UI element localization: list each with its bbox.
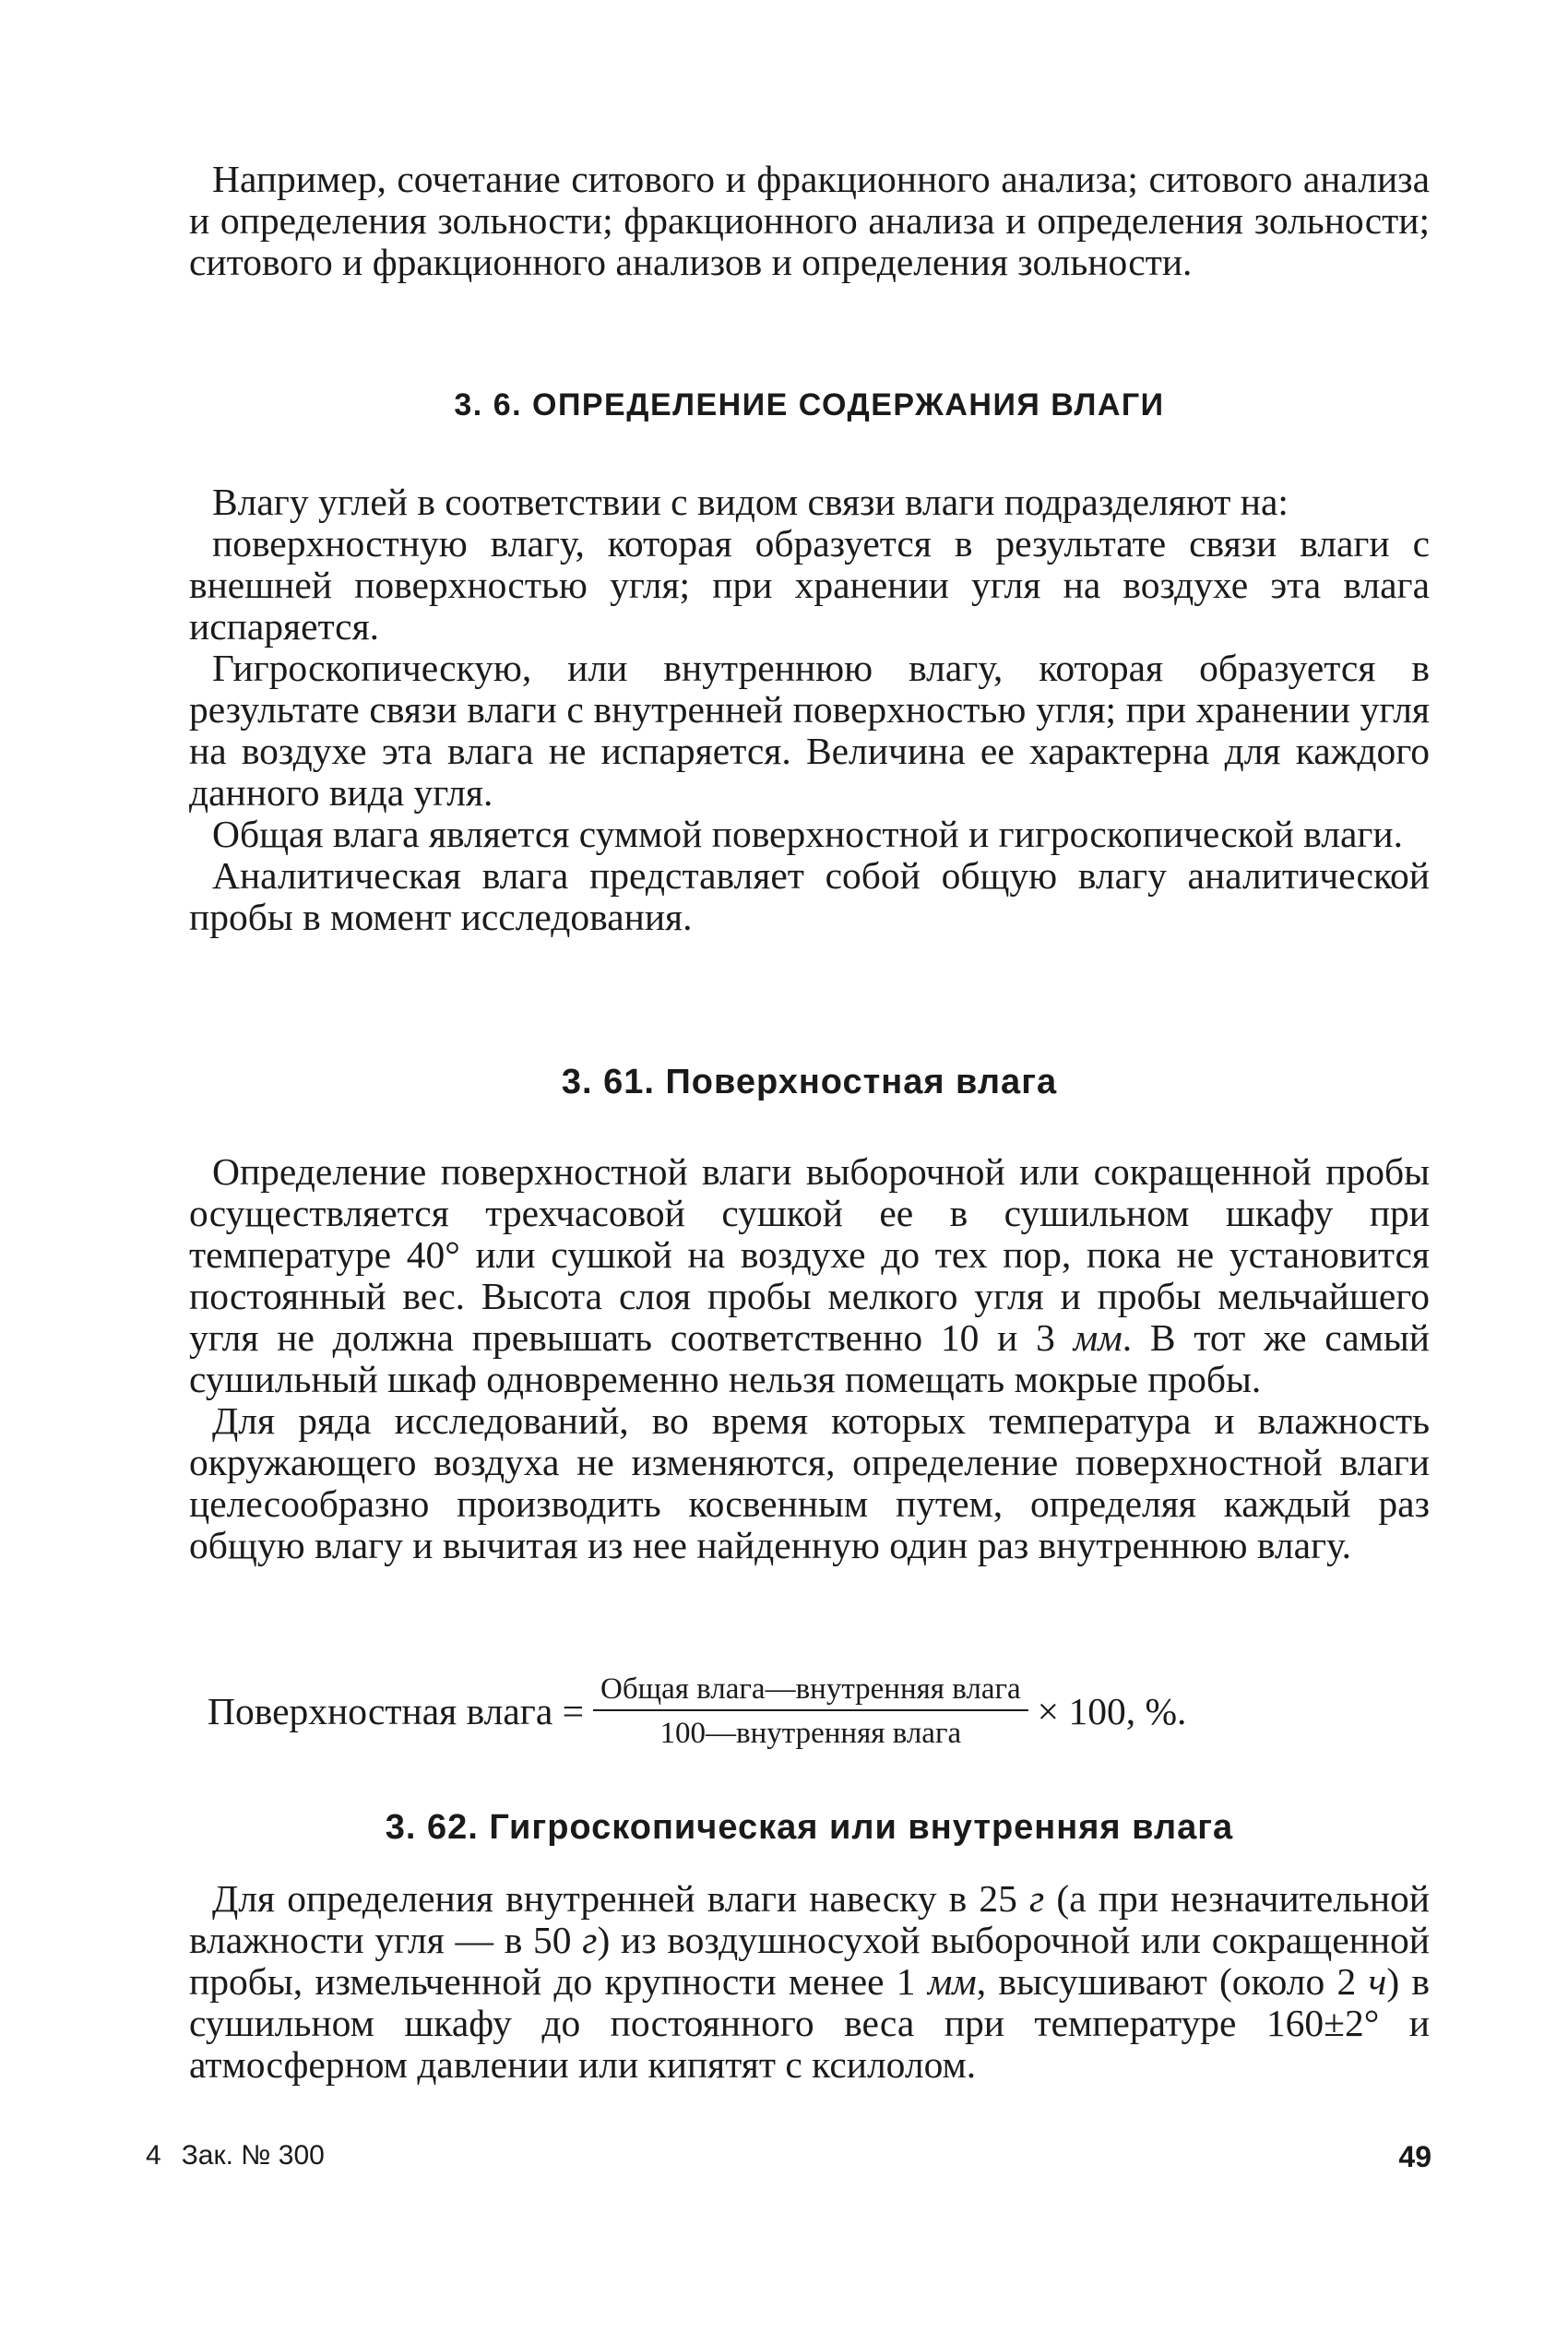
- paragraph: Гигроскопическую, или внутреннюю влагу, которая образуется в результате связи влаги с внутренней поверхностью угля; при хранении угля на воздухе эта влага не испаряется. Величина ее характерна для каждого данного вида угля.: [189, 647, 1430, 814]
- printer-imprint: [146, 2140, 325, 2171]
- paragraph: Для ряда исследований, во время которых температура и влажность окружающего воздуха не изменяются, определение поверхностной влаги целесообразно производить косвенным путем, определяя каждый раз общую влагу и вычитая из нее найденную один раз внутреннюю влагу.: [189, 1399, 1430, 1566]
- paragraph: Влагу углей в соответствии с видом связи влаги подразделяют на:: [212, 481, 1289, 523]
- text-run: ) из воздушносухой выборочной или сокращенной пробы, измельченной до крупности менее 1: [189, 1919, 1430, 2003]
- text-run: . В тот же самый сушильный шкаф одновременно нельзя помещать мокрые пробы.: [189, 1316, 1430, 1400]
- paragraph: поверхностную влагу, которая образуется в результате связи влаги с внешней поверхностью угля; при хранении угля на воздухе эта влага испаряется.: [189, 522, 1430, 648]
- order-number: Зак. № 300: [181, 2140, 325, 2171]
- section-3-61-body: [189, 1151, 1430, 1566]
- intro-block: [189, 159, 1430, 283]
- unit-mm: мм: [927, 1960, 977, 2003]
- formula-denominator: 100—внутренняя влага: [659, 1717, 962, 1750]
- text-run: Определение поверхностной влаги выборочной или сокращенной пробы осуществляется трехчасовой сушкой ее в сушильном шкафу при температуре 40° или сушкой на воздухе до тех пор, пока не установится постоянный вес. Высота слоя пробы мелкого угля и пробы мельчайшего угля не должна превышать соответственно 10 и 3: [189, 1150, 1430, 1359]
- section-3-62-body: [189, 1878, 1430, 2086]
- unit-g: г: [1029, 1877, 1045, 1920]
- text-run: ) в сушильном шкафу до постоянного веса при температуре 160±2° и атмосферном давлении или кипятят с ксилолом.: [189, 1960, 1430, 2086]
- intro-paragraph: Например, сочетание ситового и фракционного анализа; ситового анализа и определения зольности; фракционного анализа и определения зольности; ситового и фракционного анализов и определения зольности.: [189, 158, 1430, 283]
- formula: [208, 1656, 1186, 1767]
- page-number: 49: [1398, 2140, 1431, 2173]
- paragraph: [189, 1151, 1430, 1400]
- paragraph: Аналитическая влага представляет собой общую влагу аналитической пробы в момент исследования.: [189, 854, 1430, 938]
- unit-g: г: [582, 1919, 598, 1961]
- unit-h: ч: [1368, 1960, 1387, 2003]
- text-run: , высушивают (около 2: [976, 1960, 1357, 2003]
- formula-rhs: × 100, %.: [1037, 1690, 1187, 1732]
- unit-mm: мм: [1073, 1316, 1123, 1359]
- paragraph: Общая влага является суммой поверхностной и гигроскопической влаги.: [212, 813, 1403, 855]
- section-3-6-body: [189, 482, 1430, 938]
- section-heading-3-62: 3. 62. Гигроскопическая или внутренняя влага: [385, 1808, 1234, 1847]
- signature-mark: 4: [146, 2140, 161, 2171]
- paragraph: [189, 1878, 1430, 2086]
- section-heading-3-6: 3. 6. ОПРЕДЕЛЕНИЕ СОДЕРЖАНИЯ ВЛАГИ: [454, 387, 1165, 422]
- formula-fraction: [593, 1671, 1028, 1752]
- formula-lhs: Поверхностная влага =: [208, 1690, 585, 1732]
- formula-numerator: Общая влага—внутренняя влага: [593, 1671, 1028, 1711]
- text-run: Для определения внутренней влаги навеску в 25: [212, 1877, 1017, 1920]
- section-heading-3-61: 3. 61. Поверхностная влага: [561, 1063, 1058, 1101]
- text-run: (а при незначительной влажности угля — в 50: [189, 1877, 1431, 1961]
